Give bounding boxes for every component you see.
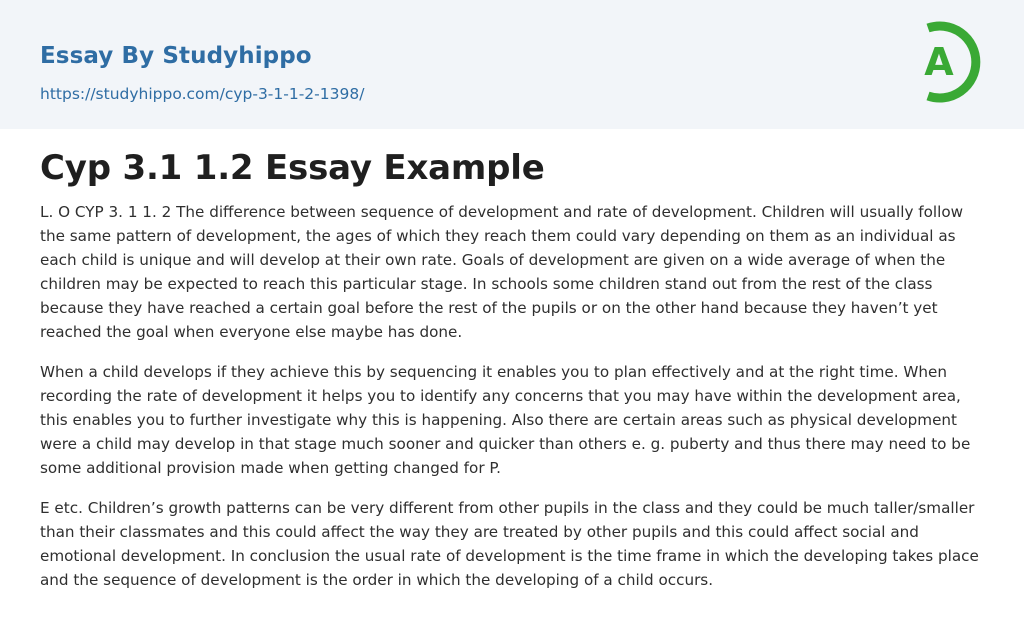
paragraph-3: E etc. Children’s growth patterns can be very different from other pupils in the class and they could be much taller/smaller than their classmates and this could affect the way they are treated by other pupils and this could affect social and emotional development. In conclusion the usual rate of development is the time frame in which the developing takes place and the sequence of development is the order in which the developing of a child occurs.	[40, 499, 979, 589]
page-title: Cyp 3.1 1.2 Essay Example	[40, 148, 545, 188]
source-url-link[interactable]: https://studyhippo.com/cyp-3-1-1-2-1398/	[40, 85, 365, 103]
paragraph-1: L. O CYP 3. 1 1. 2 The difference between sequence of development and rate of development. Children will usually follow the same pattern of development, the ages of which they reach them could vary depending on them as an individual as each child is unique and will develop at their own rate. Goals of development are given on a wide average of when the children may be expected to reach this particular stage. In schools some children stand out from the rest of the class because they have reached a certain goal before the rest of the pupils or on the other hand because they haven’t yet reached the goal when everyone else maybe has done.	[40, 203, 964, 341]
studyhippo-logo-icon	[908, 18, 988, 106]
logo-letter: A	[924, 40, 954, 84]
article-body	[40, 142, 990, 608]
paragraph-2: When a child develops if they achieve this by sequencing it enables you to plan effectively and at the right time. When recording the rate of development it helps you to identify any concerns that you may have within the development area, this enables you to further investigate why this is happening. Also there are certain areas such as physical development were a child may develop in that stage much sooner and quicker than others e. g. puberty and thus there may need to be some additional provision made when getting changed for P.	[40, 363, 971, 477]
brand-title: Essay By Studyhippo	[40, 43, 312, 69]
site-header	[0, 0, 1024, 129]
